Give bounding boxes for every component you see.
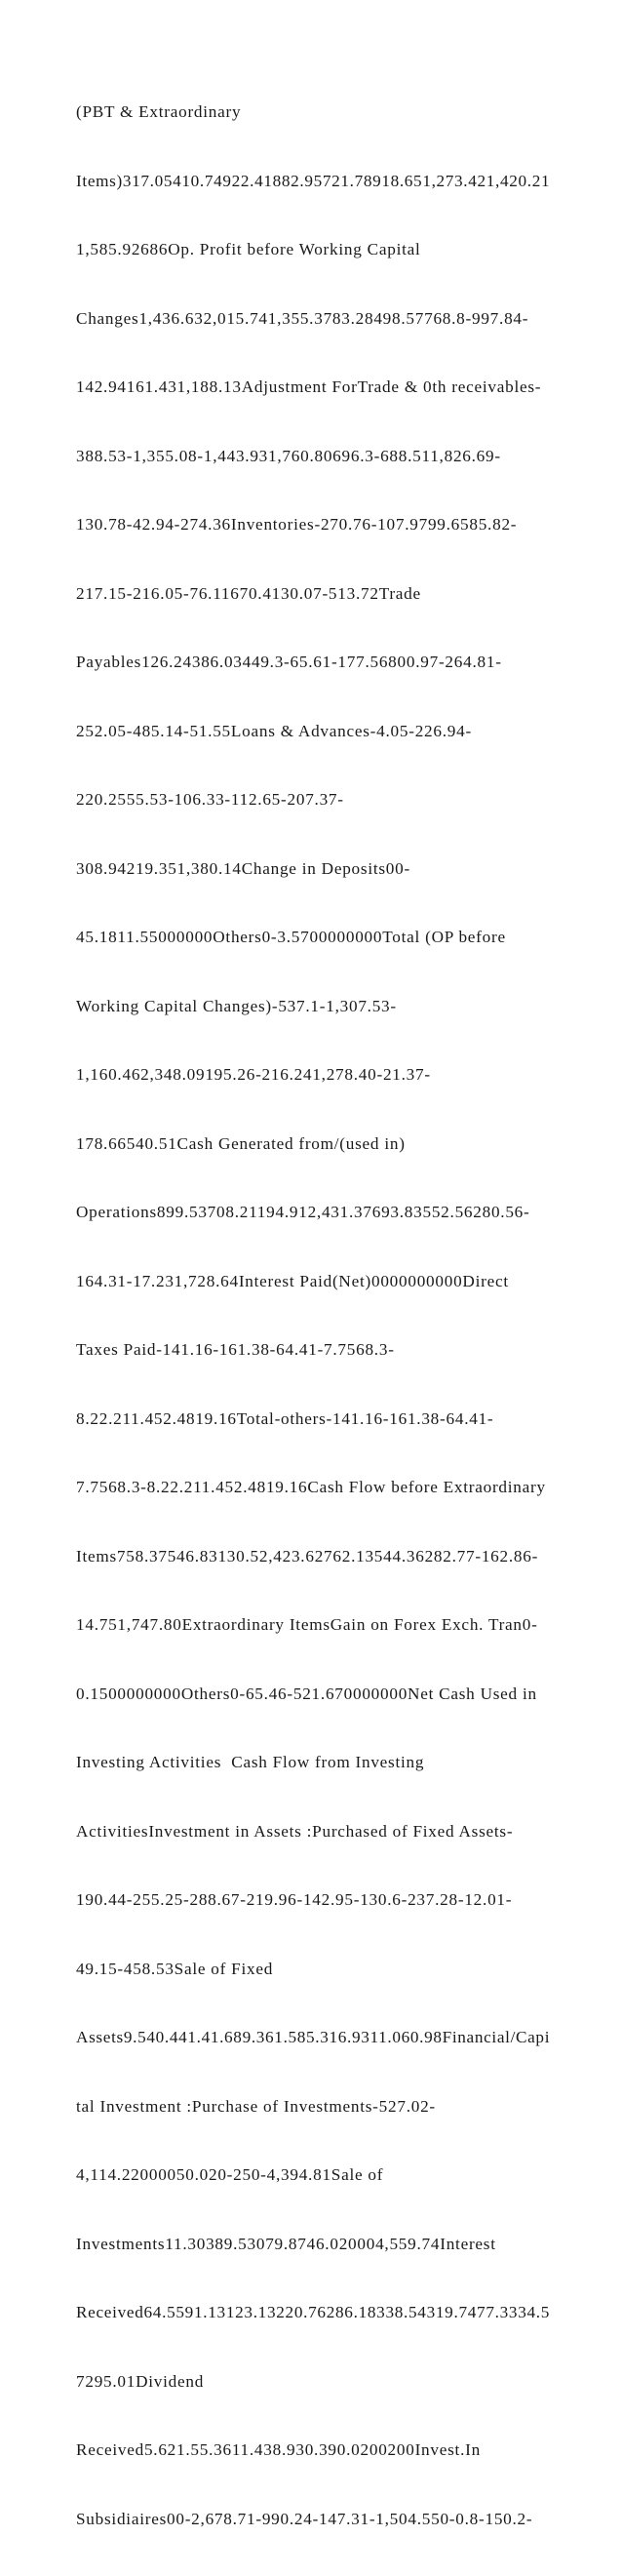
text-line: 190.44-255.25-288.67-219.96-142.95-130.6-237.28-12.01- bbox=[76, 1890, 513, 1909]
text-line: Items)317.05410.74922.41882.95721.78918.651,273.421,420.21 bbox=[76, 171, 551, 190]
text-line: Taxes Paid-141.16-161.38-64.41-7.7568.3- bbox=[76, 1340, 395, 1359]
text-line: (PBT & Extraordinary bbox=[76, 102, 242, 121]
text-line: 4,114.22000050.020-250-4,394.81Sale of bbox=[76, 2165, 384, 2184]
text-line: ActivitiesInvestment in Assets :Purchased of Fixed Assets- bbox=[76, 1821, 514, 1841]
text-line: 217.15-216.05-76.11670.4130.07-513.72Trade bbox=[76, 583, 421, 603]
text-line: tal Investment :Purchase of Investments-527.02- bbox=[76, 2096, 436, 2116]
text-line: Received64.5591.13123.13220.76286.18338.54319.7477.3334.5 bbox=[76, 2303, 551, 2321]
text-line: Payables126.24386.03449.3-65.61-177.56800.97-264.81- bbox=[76, 653, 502, 671]
text-line: Assets9.540.441.41.689.361.585.316.9311.060.98Financial/Capi bbox=[76, 2028, 551, 2046]
text-line: 49.15-458.53Sale of Fixed bbox=[76, 1959, 274, 1978]
text-line: Items758.37546.83130.52,423.62762.13544.36282.77-162.86- bbox=[76, 1546, 539, 1565]
text-line: 7295.01Dividend bbox=[76, 2371, 205, 2391]
financial-text-block bbox=[76, 55, 550, 2576]
text-line: 0.1500000000Others0-65.46-521.670000000Net Cash Used in bbox=[76, 1684, 537, 1703]
text-line: Working Capital Changes)-537.1-1,307.53- bbox=[76, 996, 397, 1015]
text-line: 178.66540.51Cash Generated from/(used in) bbox=[76, 1133, 406, 1153]
text-line: Received5.621.55.3611.438.930.390.0200200Invest.In bbox=[76, 2440, 481, 2459]
text-line: 164.31-17.231,728.64Interest Paid(Net)0000000000Direct bbox=[76, 1271, 509, 1290]
text-line: 7.7568.3-8.22.211.452.4819.16Cash Flow before Extraordinary bbox=[76, 1478, 546, 1496]
text-line: Investing Activities Cash Flow from Investing bbox=[76, 1753, 425, 1771]
text-line: 130.78-42.94-274.36Inventories-270.76-107.9799.6585.82- bbox=[76, 515, 518, 534]
text-line: 220.2555.53-106.33-112.65-207.37- bbox=[76, 790, 344, 809]
text-line: 252.05-485.14-51.55Loans & Advances-4.05-226.94- bbox=[76, 721, 472, 740]
text-line: Investments11.30389.53079.8746.020004,559.74Interest bbox=[76, 2234, 496, 2253]
text-line: Operations899.53708.21194.912,431.37693.83552.56280.56- bbox=[76, 1203, 530, 1221]
text-line: 308.94219.351,380.14Change in Deposits00- bbox=[76, 858, 410, 878]
text-line: 142.94161.431,188.13Adjustment ForTrade & 0th receivables- bbox=[76, 377, 542, 396]
text-line: 1,160.462,348.09195.26-216.241,278.40-21.37- bbox=[76, 1065, 431, 1084]
text-line: 388.53-1,355.08-1,443.931,760.80696.3-688.511,826.69- bbox=[76, 446, 501, 465]
text-line: Subsidiaires00-2,678.71-990.24-147.31-1,504.550-0.8-150.2- bbox=[76, 2509, 533, 2528]
text-line: 45.1811.55000000Others0-3.5700000000Total (OP before bbox=[76, 928, 506, 946]
text-line: 8.22.211.452.4819.16Total-others-141.16-161.38-64.41- bbox=[76, 1408, 494, 1428]
text-line: 1,585.92686Op. Profit before Working Capital bbox=[76, 240, 421, 258]
text-line: Changes1,436.632,015.741,355.3783.28498.57768.8-997.84- bbox=[76, 308, 529, 328]
text-line: 14.751,747.80Extraordinary ItemsGain on Forex Exch. Tran0- bbox=[76, 1615, 538, 1634]
